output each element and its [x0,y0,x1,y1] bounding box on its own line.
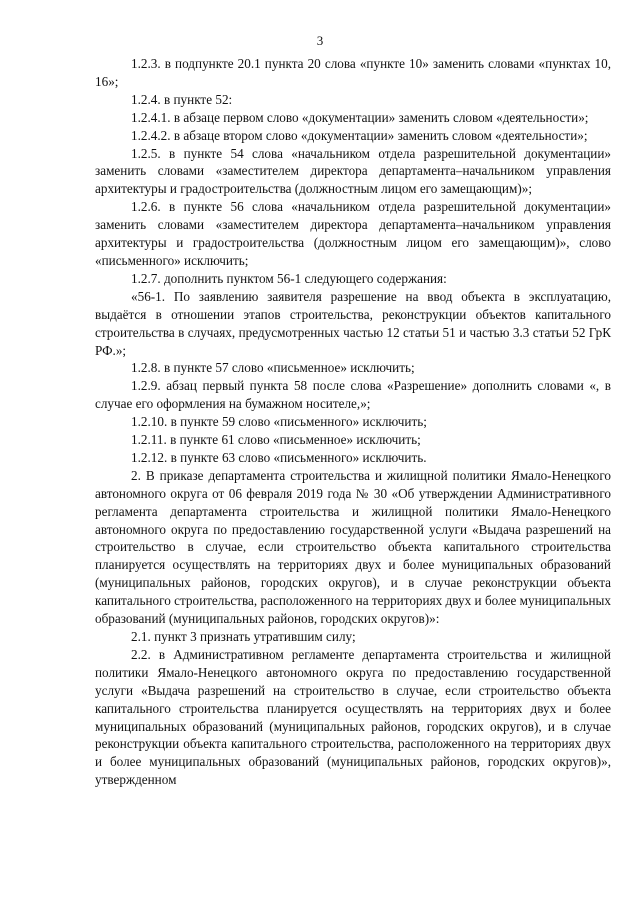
paragraph-2: 2. В приказе департамента строительства и жилищной политики Ямало-Ненецкого автономного округа от 06 февраля 2019 года № 30 «Об утверждении Административного регламента департамента строительства и жилищной политики Ямало-Ненецкого автономного округа по предоставлению государственной услуги «Выдача разрешений на строительство в случае, если строительство объекта капитального строительства планируется осуществлять на территориях двух и более муниципальных образований (муниципальных районов, городских округов), и в случае реконструкции объекта капитального строительства, расположенного на территориях двух и более муниципальных образований (муниципальных районов, городских округов)»: [95,467,611,627]
paragraph-56-1-quote: «56-1. По заявлению заявителя разрешение на ввод объекта в эксплуатацию, выдаётся в отношении этапов строительства, реконструкции объектов капитального строительства в случаях, предусмотренных частью 12 статьи 51 и частью 3.3 статьи 52 ГрК РФ.»; [95,288,611,358]
paragraph-1-2-4-2: 1.2.4.2. в абзаце втором слово «документации» заменить словом «деятельности»; [131,127,588,143]
paragraph-2-2: 2.2. в Административном регламенте департамента строительства и жилищной политики Ямало-Ненецкого автономного округа по предоставлению государственной услуги «Выдача разрешений на строительство в случае, если строительство объекта капитального строительства планируется осуществлять на территориях двух и более муниципальных образований (муниципальных районов, городских округов), и в случае реконструкции объекта капитального строительства, расположенного на территориях двух и более муниципальных образований (муниципальных районов, городских округов)», утвержденном [95,646,611,788]
paragraph-2-1: 2.1. пункт 3 признать утратившим силу; [131,629,356,644]
paragraph-1-2-4-1: 1.2.4.1. в абзаце первом слово «документации» заменить словом «деятельности»; [131,109,589,125]
paragraph-1-2-9: 1.2.9. абзац первый пункта 58 после слова «Разрешение» дополнить словами «, в случае его оформления на бумажном носителе,»; [95,378,611,412]
paragraph-1-2-5: 1.2.5. в пункте 54 слова «начальником отдела разрешительной документации» заменить словами «заместителем директора департамента–начальником управления архитектуры и градостроительства (должностным лицом его замещающим)»; [95,145,611,197]
paragraph-1-2-7: 1.2.7. дополнить пунктом 56-1 следующего содержания: [131,270,447,286]
paragraph-1-2-6: 1.2.6. в пункте 56 слова «начальником отдела разрешительной документации» заменить словами «заместителем директора департамента–начальником управления архитектуры и градостроительства (должностным лицом его замещающим)», слово «письменного» исключить; [95,199,611,268]
paragraph-1-2-10: 1.2.10. в пункте 59 слово «письменного» исключить; [131,414,427,430]
paragraph-1-2-11: 1.2.11. в пункте 61 слово «письменное» исключить; [131,432,421,448]
paragraph-1-2-12: 1.2.12. в пункте 63 слово «письменного» исключить. [131,449,427,465]
paragraph-1-2-3: 1.2.3. в подпункте 20.1 пункта 20 слова «пункте 10» заменить словами «пунктах 10, 16»; [95,56,611,89]
paragraph-1-2-4: 1.2.4. в пункте 52: [131,91,233,107]
page-number: 3 [316,33,324,48]
paragraph-1-2-8: 1.2.8. в пункте 57 слово «письменное» исключить; [131,360,415,376]
document-body [95,55,611,789]
